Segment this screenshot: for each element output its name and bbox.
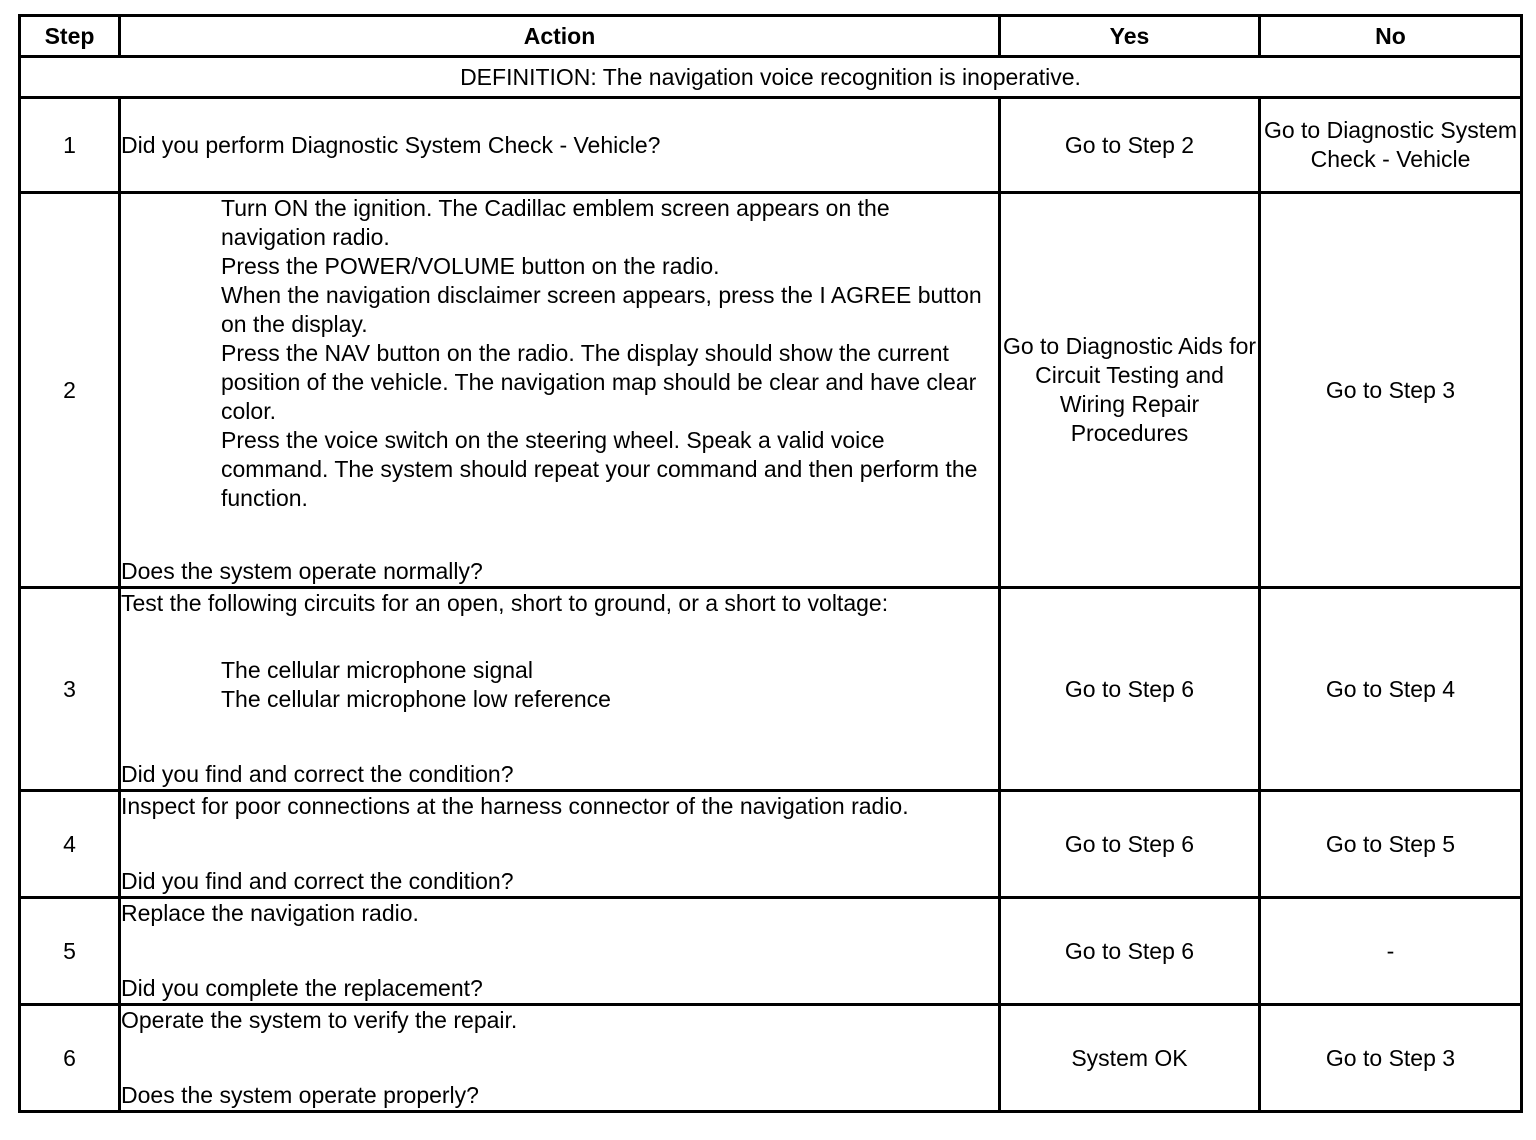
step-number: 2 xyxy=(20,193,120,588)
table-row xyxy=(20,791,1522,898)
yes-cell: Go to Diagnostic Aids for Circuit Testing and Wiring Repair Procedures xyxy=(1000,193,1260,588)
table-row xyxy=(20,98,1522,193)
step-number: 3 xyxy=(20,588,120,791)
no-cell: Go to Step 5 xyxy=(1260,791,1522,898)
table-row xyxy=(20,193,1522,588)
header-yes: Yes xyxy=(1000,16,1260,57)
yes-cell: Go to Step 6 xyxy=(1000,791,1260,898)
yes-cell: Go to Step 6 xyxy=(1000,588,1260,791)
action-step-item: Turn ON the ignition. The Cadillac emblem screen appears on the navigation radio. xyxy=(221,195,890,250)
diagnostic-table xyxy=(18,14,1523,1113)
table-row xyxy=(20,1005,1522,1112)
action-step-item: The cellular microphone signal xyxy=(221,657,533,683)
action-cell xyxy=(120,193,1000,588)
action-intro: Test the following circuits for an open, short to ground, or a short to voltage: xyxy=(121,590,889,616)
no-cell: Go to Step 4 xyxy=(1260,588,1522,791)
step-number: 6 xyxy=(20,1005,120,1112)
action-cell xyxy=(120,98,1000,193)
no-cell: Go to Step 3 xyxy=(1260,1005,1522,1112)
action-intro: Inspect for poor connections at the harness connector of the navigation radio. xyxy=(121,793,909,819)
action-question: Did you complete the replacement? xyxy=(121,975,483,1001)
action-intro: Did you perform Diagnostic System Check - Vehicle? xyxy=(121,131,661,158)
step-number: 1 xyxy=(20,98,120,193)
action-step-item: Press the voice switch on the steering wheel. Speak a valid voice command. The system should repeat your command and then perform the function. xyxy=(221,427,978,511)
action-step-item: Press the NAV button on the radio. The display should show the current position of the vehicle. The navigation map should be clear and have clear color. xyxy=(221,340,977,424)
definition-row: DEFINITION: The navigation voice recognition is inoperative. xyxy=(20,57,1522,98)
action-step-item: Press the POWER/VOLUME button on the radio. xyxy=(221,253,720,279)
step-number: 4 xyxy=(20,791,120,898)
step-number: 5 xyxy=(20,898,120,1005)
yes-cell: Go to Step 2 xyxy=(1000,98,1260,193)
action-step-item: When the navigation disclaimer screen appears, press the I AGREE button on the display. xyxy=(221,282,982,337)
no-cell: Go to Step 3 xyxy=(1260,193,1522,588)
action-cell xyxy=(120,1005,1000,1112)
header-step: Step xyxy=(20,16,120,57)
header-no: No xyxy=(1260,16,1522,57)
action-question: Does the system operate properly? xyxy=(121,1082,479,1108)
yes-cell: Go to Step 6 xyxy=(1000,898,1260,1005)
action-question: Did you find and correct the condition? xyxy=(121,761,514,787)
yes-cell: System OK xyxy=(1000,1005,1260,1112)
table-row xyxy=(20,898,1522,1005)
header-action: Action xyxy=(120,16,1000,57)
action-cell xyxy=(120,898,1000,1005)
action-steps xyxy=(121,618,998,760)
action-question: Did you find and correct the condition? xyxy=(121,868,514,894)
action-cell xyxy=(120,791,1000,898)
action-question: Does the system operate normally? xyxy=(121,558,483,584)
action-step-item: The cellular microphone low reference xyxy=(221,686,611,712)
action-cell xyxy=(120,588,1000,791)
table-row xyxy=(20,588,1522,791)
action-intro: Replace the navigation radio. xyxy=(121,900,419,926)
action-intro: Operate the system to verify the repair. xyxy=(121,1007,518,1033)
action-steps xyxy=(121,194,998,557)
no-cell: Go to Diagnostic System Check - Vehicle xyxy=(1260,98,1522,193)
no-cell: - xyxy=(1260,898,1522,1005)
